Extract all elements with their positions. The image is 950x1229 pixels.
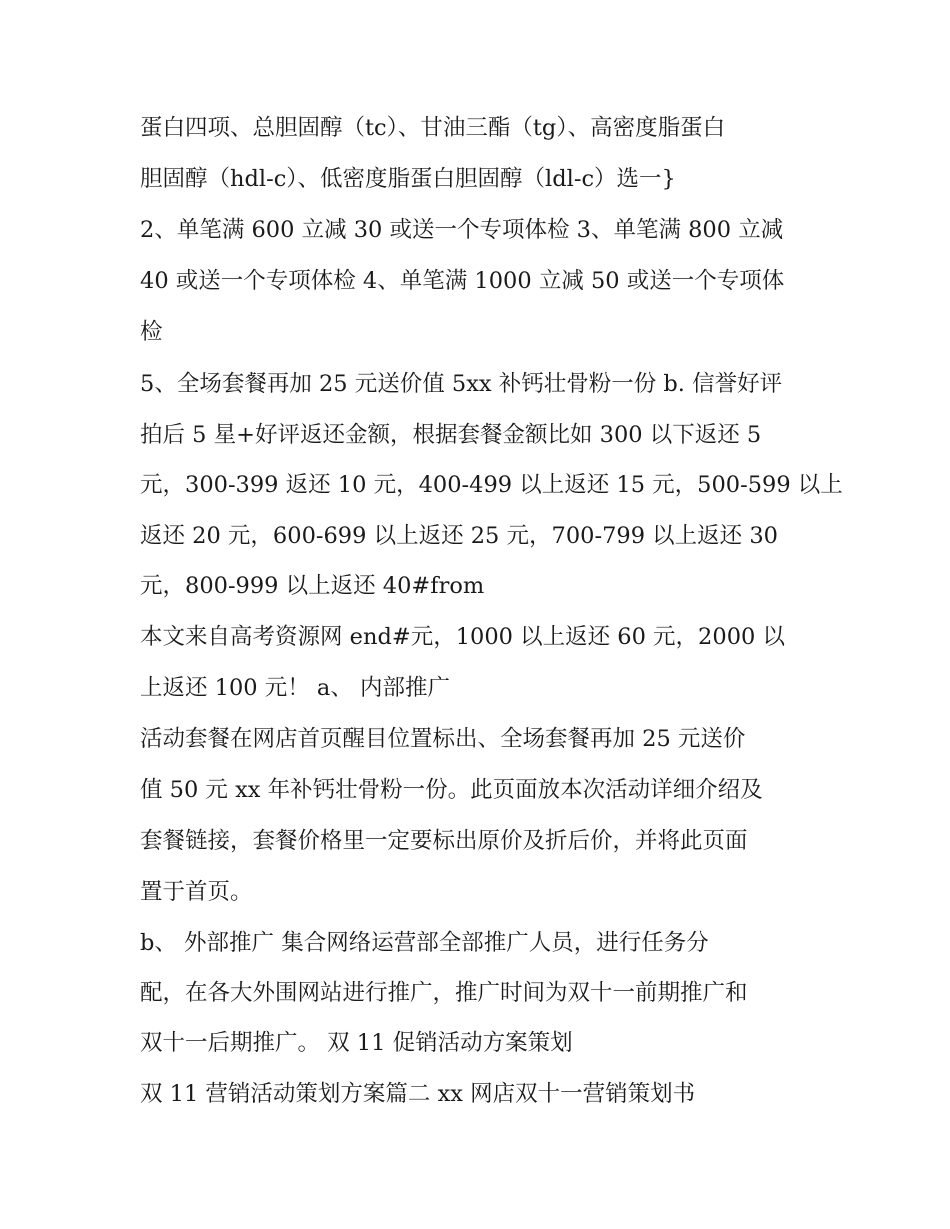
text-line: 胆固醇（hdl-c）、低密度脂蛋白胆固醇（ldl-c）选一} — [140, 166, 676, 192]
text-line: 活动套餐在网店首页醒目位置标出、全场套餐再加 25 元送价 — [140, 726, 746, 752]
text-line: 配，在各大外围网站进行推广，推广时间为双十一前期推广和 — [140, 980, 748, 1006]
text-line: 本文来自高考资源网 end#元，1000 以上返还 60 元，2000 以 — [140, 624, 785, 650]
text-line: 元，300-399 返还 10 元，400-499 以上返还 15 元，500-599 以上 — [140, 472, 843, 498]
text-line: 双十一后期推广。 双 11 促销活动方案策划 — [140, 1030, 573, 1056]
text-line: 检 — [140, 319, 163, 345]
text-line: 40 或送一个专项体检 4、单笔满 1000 立减 50 或送一个专项体 — [140, 268, 785, 294]
text-line: 套餐链接，套餐价格里一定要标出原价及折后价，并将此页面 — [140, 828, 748, 854]
text-line: 返还 20 元，600-699 以上返还 25 元，700-799 以上返还 30 — [140, 523, 778, 549]
text-line: 2、单笔满 600 立减 30 或送一个专项体检 3、单笔满 800 立减 — [140, 217, 784, 243]
text-line: 元，800-999 以上返还 40#from — [140, 573, 485, 599]
text-line: 5、全场套餐再加 25 元送价值 5xx 补钙壮骨粉一份 b. 信誉好评 — [140, 371, 783, 397]
text-line: 值 50 元 xx 年补钙壮骨粉一份。此页面放本次活动详细介绍及 — [140, 777, 763, 803]
text-line: 蛋白四项、总胆固醇（tc）、甘油三酯（tg）、高密度脂蛋白 — [140, 115, 726, 141]
text-line: b、 外部推广 集合网络运营部全部推广人员，进行任务分 — [140, 930, 709, 956]
text-line: 双 11 营销活动策划方案篇二 xx 网店双十一营销策划书 — [140, 1081, 696, 1107]
text-line: 拍后 5 星+好评返还金额，根据套餐金额比如 300 以下返还 5 — [140, 422, 762, 448]
text-line: 上返还 100 元！ a、 内部推广 — [140, 675, 450, 701]
text-line: 置于首页。 — [140, 879, 253, 905]
